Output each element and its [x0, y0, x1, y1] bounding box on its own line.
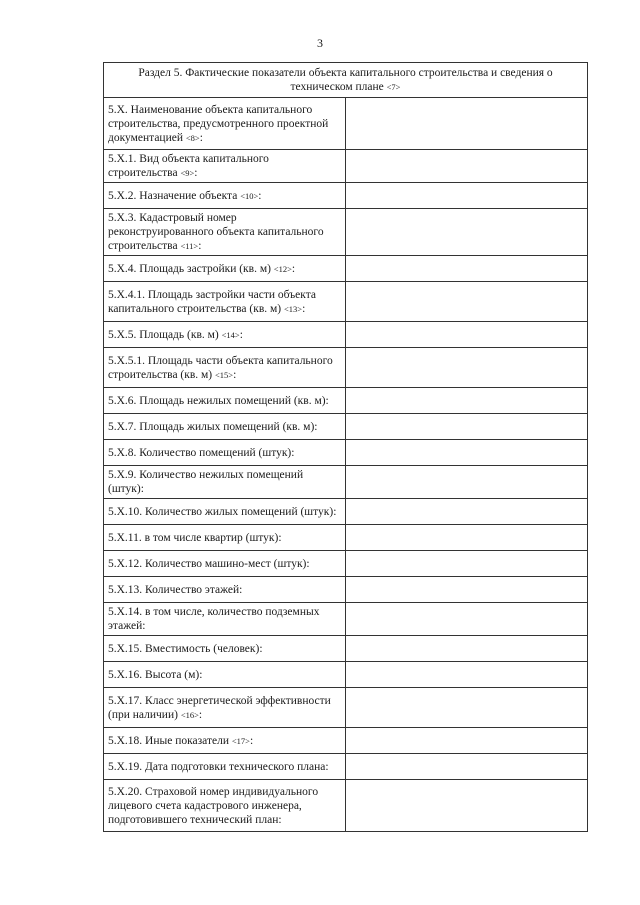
field-value-cell[interactable]: [346, 551, 588, 577]
field-label-suffix: :: [258, 189, 262, 202]
field-value-cell[interactable]: [346, 150, 588, 183]
field-value-cell[interactable]: [346, 525, 588, 551]
field-label: 5.X.7. Площадь жилых помещений (кв. м):: [108, 420, 318, 433]
field-label-cell: [104, 282, 346, 322]
field-value-cell[interactable]: [346, 183, 588, 209]
page-number: 3: [317, 36, 323, 50]
table-row: [104, 636, 588, 662]
table-row: [104, 388, 588, 414]
field-label-cell: [104, 440, 346, 466]
field-footnote: <11>: [180, 241, 199, 251]
field-label-cell: [104, 780, 346, 832]
field-label: 5.X.8. Количество помещений (штук):: [108, 446, 295, 459]
field-value-cell[interactable]: [346, 499, 588, 525]
field-label-cell: [104, 209, 346, 256]
field-label-cell: [104, 499, 346, 525]
table-row: [104, 662, 588, 688]
field-label-suffix: :: [198, 708, 203, 721]
field-value-cell[interactable]: [346, 662, 588, 688]
section-header-row: [104, 63, 588, 98]
field-label-cell: [104, 388, 346, 414]
field-label-cell: [104, 98, 346, 150]
field-label-cell: [104, 577, 346, 603]
section-title-cell: [104, 63, 588, 98]
field-value-cell[interactable]: [346, 256, 588, 282]
table-row: [104, 348, 588, 388]
field-label-suffix: :: [249, 734, 254, 747]
field-label-cell: [104, 636, 346, 662]
field-label-cell: [104, 728, 346, 754]
table-row: [104, 209, 588, 256]
field-label: 5.X.10. Количество жилых помещений (штук):: [108, 505, 337, 518]
field-label-cell: [104, 525, 346, 551]
field-label: 5.X.3. Кадастровый номер реконструированного объекта капитального строительства: [108, 212, 324, 252]
field-value-cell[interactable]: [346, 603, 588, 636]
field-label: 5.X.4. Площадь застройки (кв. м): [108, 262, 271, 275]
table-row: [104, 780, 588, 832]
field-value-cell[interactable]: [346, 636, 588, 662]
field-value-cell[interactable]: [346, 688, 588, 728]
field-label-suffix: :: [199, 131, 203, 144]
field-label: 5.X.13. Количество этажей:: [108, 583, 243, 596]
table-row: [104, 466, 588, 499]
field-footnote: <13>: [284, 303, 303, 314]
field-footnote: <10>: [240, 190, 259, 201]
field-label: 5.X.17. Класс энергетической эффективности (при наличии): [108, 694, 331, 721]
field-label: 5.X.5.1. Площадь части объекта капитального строительства (кв. м): [108, 354, 333, 381]
table-row: [104, 688, 588, 728]
field-label-cell: [104, 150, 346, 183]
section-title: Раздел 5. Фактические показатели объекта капитального строительства и сведения о техническом плане: [138, 67, 553, 93]
field-label-cell: [104, 256, 346, 282]
field-value-cell[interactable]: [346, 440, 588, 466]
field-label: 5.X.20. Страховой номер индивидуального лицевого счета кадастрового инженера, подготовившего технический план:: [108, 785, 319, 826]
field-footnote: <14>: [221, 329, 240, 340]
field-label-suffix: :: [233, 368, 237, 381]
field-label-cell: [104, 662, 346, 688]
field-label: 5.X.2. Назначение объекта: [108, 189, 238, 202]
field-value-cell[interactable]: [346, 577, 588, 603]
table-row: [104, 603, 588, 636]
section-footnote: <7>: [386, 82, 401, 92]
field-value-cell[interactable]: [346, 780, 588, 832]
field-label-cell: [104, 551, 346, 577]
field-label-cell: [104, 183, 346, 209]
table-row: [104, 256, 588, 282]
table-row: [104, 322, 588, 348]
table-row: [104, 577, 588, 603]
field-value-cell[interactable]: [346, 388, 588, 414]
table-row: [104, 499, 588, 525]
field-label: 5.X.18. Иные показатели: [108, 734, 230, 747]
table-row: [104, 98, 588, 150]
field-label-cell: [104, 603, 346, 636]
field-value-cell[interactable]: [346, 98, 588, 150]
field-value-cell[interactable]: [346, 466, 588, 499]
field-label-cell: [104, 348, 346, 388]
field-label: 5.X.16. Высота (м):: [108, 668, 203, 681]
table-row: [104, 150, 588, 183]
field-label-suffix: :: [302, 302, 306, 315]
table-row: [104, 754, 588, 780]
field-value-cell[interactable]: [346, 754, 588, 780]
field-label: 5.X.6. Площадь нежилых помещений (кв. м):: [108, 394, 329, 407]
field-label-cell: [104, 322, 346, 348]
table-row: [104, 414, 588, 440]
field-label-suffix: :: [239, 328, 243, 341]
table-row: [104, 282, 588, 322]
field-label-cell: [104, 466, 346, 499]
field-footnote: <17>: [231, 735, 250, 746]
field-label-cell: [104, 414, 346, 440]
field-label-cell: [104, 688, 346, 728]
field-value-cell[interactable]: [346, 348, 588, 388]
field-value-cell[interactable]: [346, 414, 588, 440]
field-label: 5.X.19. Дата подготовки технического плана:: [108, 760, 329, 773]
field-footnote: <8>: [185, 132, 200, 143]
field-label: 5.X.1. Вид объекта капитального строительства: [108, 153, 269, 179]
field-label-cell: [104, 754, 346, 780]
field-label: 5.X.4.1. Площадь застройки части объекта капитального строительства (кв. м): [108, 288, 316, 315]
field-label-suffix: :: [198, 240, 202, 252]
field-label: 5.X. Наименование объекта капитального строительства, предусмотренного проектной документацией: [108, 103, 329, 144]
table-row: [104, 551, 588, 577]
field-value-cell[interactable]: [346, 322, 588, 348]
field-footnote: <16>: [180, 709, 199, 720]
field-value-cell[interactable]: [346, 209, 588, 256]
table-row: [104, 728, 588, 754]
field-label: 5.X.11. в том числе квартир (штук):: [108, 531, 282, 544]
field-label: 5.X.12. Количество машино-мест (штук):: [108, 557, 310, 570]
field-label: 5.X.15. Вместимость (человек):: [108, 642, 263, 655]
field-value-cell[interactable]: [346, 728, 588, 754]
field-footnote: <9>: [180, 168, 195, 178]
field-value-cell[interactable]: [346, 282, 588, 322]
field-label: 5.X.5. Площадь (кв. м): [108, 328, 219, 341]
table-row: [104, 440, 588, 466]
field-label: 5.X.9. Количество нежилых помещений (штук):: [108, 469, 304, 495]
table-row: [104, 525, 588, 551]
section-5-table: [103, 62, 588, 832]
table-row: [104, 183, 588, 209]
field-footnote: <15>: [215, 369, 234, 380]
field-footnote: <12>: [273, 263, 292, 274]
field-label-suffix: :: [291, 262, 296, 275]
field-label: 5.X.14. в том числе, количество подземных этажей:: [108, 606, 320, 632]
field-label-suffix: :: [194, 167, 198, 179]
